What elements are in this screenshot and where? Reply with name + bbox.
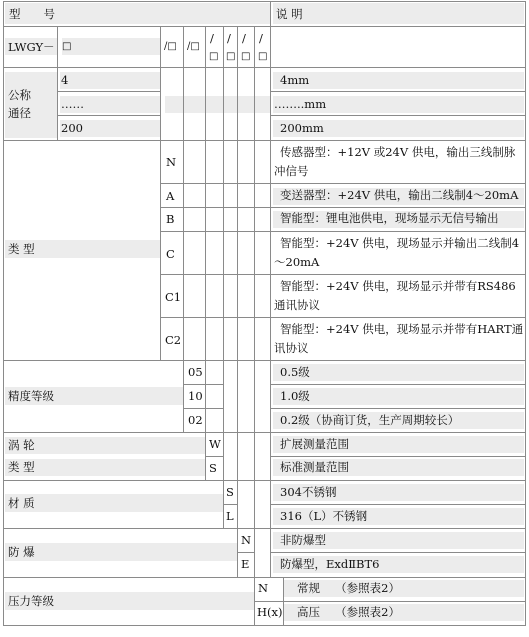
type-code: C [166,247,175,261]
type-code: B [166,212,175,226]
nominal-label-1: 公称 [8,88,31,102]
material-desc: 316（L）不锈钢 [280,509,368,523]
nominal-code: …… [61,97,84,111]
model-prefix: LWGY－ [8,40,55,54]
material-desc: 304不锈钢 [280,485,337,499]
pressure-desc: 常规 （参照表2） [297,581,400,595]
turbine-label-2: 类 型 [8,460,35,474]
turbine-desc: 扩展测量范围 [280,437,349,451]
nominal-desc: 200mm [280,121,324,135]
type-code: C1 [165,290,182,304]
explosion-desc: 防爆型，ExdⅡBT6 [280,557,380,571]
accuracy-label: 精度等级 [8,389,54,403]
explosion-desc: 非防爆型 [280,533,326,547]
model-slot-6-slash: / [242,31,246,45]
explosion-code: N [241,533,252,547]
header-model: 型 号 [9,7,55,21]
model-slot-5-box: □ [226,51,236,62]
pressure-code: H(x) [257,605,283,619]
nominal-code: 4 [61,73,69,87]
accuracy-code: 02 [188,413,203,427]
explosion-code: E [241,557,250,571]
model-slot-7-slash: / [259,31,263,45]
type-desc: 智能型：锂电池供电，现场显示无信号输出 [280,211,499,225]
nominal-desc: ……..mm [274,97,327,111]
type-label: 类 型 [8,242,35,256]
nominal-desc: 4mm [280,73,310,87]
accuracy-desc: 1.0级 [280,389,310,403]
type-code: C2 [165,333,182,347]
type-code: A [166,189,175,203]
turbine-desc: 标准测量范围 [280,460,349,474]
nominal-label-2: 通径 [8,106,31,120]
type-desc: 智能型：+24V 供电，现场显示并带有RS486通讯协议 [274,279,516,312]
model-slot-2: /□ [164,41,177,52]
type-desc: 传感器型：+12V 或24V 供电，输出三线制脉冲信号 [274,145,516,178]
accuracy-desc: 0.5级 [280,365,310,379]
explosion-label: 防 爆 [8,545,35,559]
model-slot-1: □ [62,41,72,52]
nominal-code: 200 [61,121,83,135]
model-slot-4-slash: / [210,31,214,45]
accuracy-desc: 0.2级（协商订货，生产周期较长） [280,413,460,427]
pressure-label: 压力等级 [8,594,54,608]
model-slot-5-slash: / [227,31,231,45]
turbine-code: W [209,437,221,451]
material-code: S [226,485,234,499]
type-code: N [166,155,177,169]
type-desc: 智能型：+24V 供电，现场显示并带有HART通讯协议 [274,322,524,355]
turbine-code: S [209,461,217,475]
type-desc: 智能型：+24V 供电，现场显示并输出二线制4～20mA [274,236,520,269]
material-label: 材 质 [8,496,35,510]
pressure-code: N [258,581,269,595]
type-desc: 变送器型：+24V 供电，输出二线制4～20mA [280,188,519,202]
model-slot-3: /□ [187,41,200,52]
turbine-label-1: 涡 轮 [8,438,35,452]
model-slot-6-box: □ [241,51,251,62]
accuracy-code: 05 [188,365,203,379]
model-slot-7-box: □ [258,51,268,62]
accuracy-code: 10 [188,389,203,403]
header-description: 说 明 [276,7,303,21]
model-slot-4-box: □ [209,51,219,62]
material-code: L [226,509,234,523]
pressure-desc: 高压 （参照表2） [297,605,400,619]
